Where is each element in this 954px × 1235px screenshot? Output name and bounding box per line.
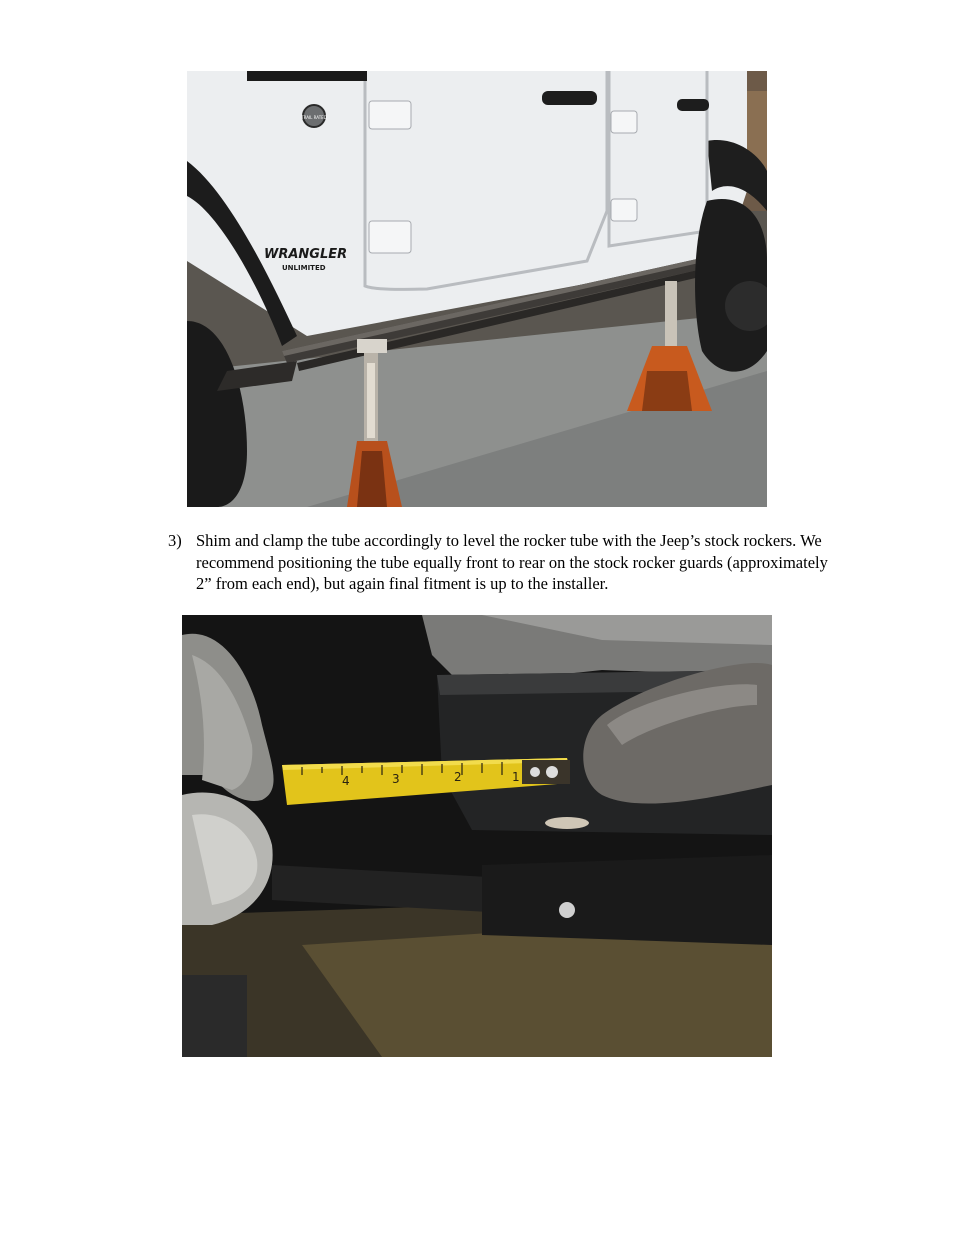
tape-number-3: 3 [392, 772, 400, 786]
tape-measure-photo-art [182, 615, 772, 1057]
tape-measure-bracket-photo [182, 615, 772, 1057]
step-3-instruction [168, 530, 828, 595]
tape-number-4: 4 [342, 774, 350, 788]
step-text: Shim and clamp the tube accordingly to level the rocker tube with the Jeep’s stock rockers. We recommend positioning the tube equally front to rear on the stock rocker guards (approximately 2” from each end), but again final fitment is up to the installer. [196, 531, 828, 593]
wrangler-badge-text: WRANGLER [264, 247, 348, 262]
step-number: 3) [168, 531, 182, 550]
trail-rated-badge: TRAIL RATED [301, 115, 327, 120]
jeep-rocker-tube-photo [187, 71, 767, 507]
unlimited-badge-text: UNLIMITED [282, 264, 326, 272]
tape-number-2: 2 [454, 770, 462, 784]
jeep-rocker-photo-art [187, 71, 767, 507]
tape-number-1: 1 [512, 770, 520, 784]
